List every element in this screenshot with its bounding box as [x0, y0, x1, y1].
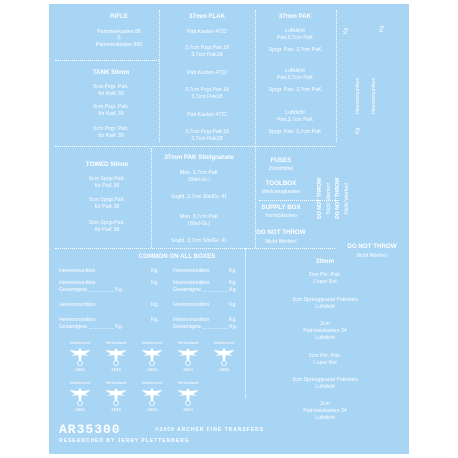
common-right-kg: Kg.	[229, 280, 237, 286]
pak-line: Luftdicht	[285, 68, 305, 74]
product-code: AR35300	[59, 422, 121, 437]
common-right-kg: Kg.	[229, 268, 237, 274]
towed-line: für PaK 38	[94, 227, 120, 233]
divider	[151, 148, 152, 248]
common-right: Gesamtgew. _ _ _ _ _ _ Kg.	[173, 287, 238, 293]
stiel-line: (Stiel-Gr.)	[187, 221, 211, 227]
tank-line: für KwK 39	[98, 111, 124, 117]
vertical-label: Kg.	[355, 126, 361, 134]
vertical-dnt: DO NOT THROW	[335, 177, 341, 219]
eagle-icon	[139, 385, 165, 407]
twenty-title: 20mm	[316, 258, 334, 265]
twenty-line: 2cm	[320, 401, 330, 407]
pak-line: Patr.3,7cm PaK	[276, 117, 314, 123]
eagle-label: Wehrmacht	[213, 340, 235, 345]
eagle-label: Wehrmacht	[177, 380, 199, 385]
stiel-line: Sogld. 3,7cm StielGr. 41	[171, 194, 227, 200]
flak-line: 3,7cm Pzgr.Patr.18	[185, 45, 229, 51]
common-left-kg: Kg.	[151, 268, 159, 274]
vertical-label: Heeresmunition	[371, 77, 377, 114]
divider	[55, 60, 159, 61]
common-right-kg: Kg.	[229, 302, 237, 308]
eagle-year: 1941	[74, 367, 86, 372]
rifle-line: Patronenkasten 88	[97, 29, 141, 35]
vertical-dnt: Nicht Werfen!	[344, 182, 350, 214]
fuses-title: FUSES	[270, 157, 292, 164]
pak-line: Sprgr. Patr. 3,7cm PaK	[268, 47, 322, 53]
eagle-icon	[175, 345, 201, 367]
tank-line: 5cm Pzgr. Patr.	[93, 104, 129, 110]
eagle-icon	[211, 345, 237, 367]
common-right: Heeresmunition	[173, 317, 210, 323]
divider	[255, 10, 256, 248]
flak-line: 3,7cm Pzgr.Patr.18	[185, 87, 229, 93]
flak-line: 3,7cm Pzgr.Patr.18	[185, 129, 229, 135]
eagle-year: 1943	[146, 367, 158, 372]
decal-sheet	[49, 4, 409, 454]
eagle-label: Wehrmacht	[69, 340, 91, 345]
pak-line: Sprgr. Patr. 3,7cm PaK	[268, 129, 322, 135]
vertical-label: Kg.	[343, 26, 349, 34]
vertical-dnt: Nicht Werfen!	[326, 182, 332, 214]
common-left-kg: Kg.	[151, 280, 159, 286]
dnt-right-title: DO NOT THROW	[347, 243, 397, 250]
common-right-kg: Kg.	[229, 317, 237, 323]
eagle-year: 1942	[110, 407, 122, 412]
towed-line: 5cm Sprgr.Patr.	[89, 197, 125, 203]
eagle-icon	[175, 385, 201, 407]
divider	[55, 146, 335, 147]
twenty-line: L'spur Rot	[313, 279, 337, 285]
divider	[259, 200, 335, 201]
supply-title: SUPPLY BOX	[261, 204, 301, 211]
twenty-line: Luftdicht	[315, 384, 335, 390]
pak-line: Patr.3,7cm PaK	[276, 75, 314, 81]
rifle-line: S	[117, 35, 121, 41]
twenty-line: 2cm Sprenggranat Patronen	[292, 297, 358, 303]
flak-line: Patr.Kasten 4722	[187, 70, 227, 76]
tank-line: 5cm Pzgr. Patr.	[93, 126, 129, 132]
twenty-line: Luftdicht	[315, 304, 335, 310]
flak-line: 3,7cm Flak18	[191, 136, 223, 142]
vertical-label: Kg.	[379, 24, 385, 32]
common-right: Heeresmunition	[173, 302, 210, 308]
common-right: Heeresmunition	[173, 268, 210, 274]
rifle-line: Patronenkasten 900	[95, 42, 143, 48]
divider	[159, 10, 160, 142]
research-credit: RESEARCHED BY JERRY PLETTENBERG	[59, 438, 190, 444]
eagle-label: Wehrmacht	[141, 340, 163, 345]
pak-line: Luftdicht	[285, 28, 305, 34]
eagle-icon	[103, 385, 129, 407]
toolbox-line: Werkzeugkasten	[261, 189, 301, 195]
copyright: ©2009 ARCHER FINE TRANSFERS	[155, 427, 265, 433]
tank-line: für KwK 39	[98, 91, 124, 97]
dnt-right-line: Nicht Werfen!	[356, 253, 388, 259]
flak-title: 37mm FLAK	[188, 13, 226, 20]
eagle-icon	[67, 345, 93, 367]
vertical-dnt: DO NOT THROW	[317, 177, 323, 219]
vertical-label: Heeresmunition	[355, 77, 361, 114]
common-title: COMMON ON ALL BOXES	[138, 253, 216, 260]
twenty-line: 2cm Sprenggranat Patronen	[292, 377, 358, 383]
tank-title: TANK 50mm	[92, 69, 130, 76]
divider	[245, 248, 246, 398]
twenty-line: Luftdicht	[315, 335, 335, 341]
divider	[55, 248, 335, 249]
eagle-icon	[139, 345, 165, 367]
common-left: Gesamtgew. _ _ _ _ _ _ Kg.	[59, 287, 124, 293]
eagle-label: Wehrmacht	[141, 380, 163, 385]
twenty-line: 2cm Pzr.-Patr.	[308, 272, 342, 278]
pak-line: Sprgr. Patr. 3,7cm PaK	[268, 87, 322, 93]
twenty-line: L'spur Rot	[313, 360, 337, 366]
towed-line: für PaK 38	[94, 183, 120, 189]
common-left: Heeresmunition	[59, 302, 96, 308]
toolbox-title: TOOLBOX	[265, 180, 297, 187]
towed-line: 5cm Sprgr.Patr.	[89, 176, 125, 182]
twenty-line: Patronenkasten 34	[303, 328, 347, 334]
common-left: Heeresmunition	[59, 317, 96, 323]
common-left-kg: Kg.	[151, 317, 159, 323]
divider	[336, 10, 337, 142]
towed-title: TOWED 50mm	[85, 161, 129, 168]
pak-line: Luftdicht	[285, 110, 305, 116]
common-right: Heeresmunition	[173, 280, 210, 286]
twenty-line: 2cm	[320, 321, 330, 327]
flak-line: Patr.Kasten 4722	[187, 29, 227, 35]
stiel-line: (Stiel-Gr.)	[187, 177, 211, 183]
pak-title: 37mm PAK	[278, 13, 312, 20]
flak-line: 3,7cm Flak18	[191, 94, 223, 100]
twenty-line: Patronenkasten 34	[303, 408, 347, 414]
eagle-label: Wehrmacht	[105, 340, 127, 345]
eagle-label: Wehrmacht	[105, 380, 127, 385]
eagle-icon	[67, 385, 93, 407]
supply-line: Vorratskasten	[265, 213, 297, 219]
pak-line: Patr.3,7cm PaK	[276, 35, 314, 41]
twenty-line: 2cm Pzr.-Patr.	[308, 353, 342, 359]
stiel-line: Mun. 3,7cm PaK	[179, 214, 219, 220]
common-left-kg: Kg.	[151, 302, 159, 308]
common-left: Gesamtgew. _ _ _ _ _ _ Kg.	[59, 324, 124, 330]
stiel-title: 37mm PAK Stielgranate	[164, 154, 234, 161]
stiel-line: Sogld. 3,7cm StielGr. 41	[171, 238, 227, 244]
eagle-year: 1941	[74, 407, 86, 412]
tank-line: 5cm Pzgr. Patr.	[93, 84, 129, 90]
eagle-year: 1942	[110, 367, 122, 372]
twenty-line: Luftdicht	[315, 415, 335, 421]
stiel-line: Mun. 3,7cm PaK	[179, 170, 219, 176]
tank-line: für KwK 39	[98, 133, 124, 139]
flak-line: 3,7cm Flak18	[191, 52, 223, 58]
fuses-line: Zündmittel	[268, 166, 294, 172]
dnt-title: DO NOT THROW	[256, 229, 306, 236]
common-right: Gesamtgew. _ _ _ _ _ _ Kg.	[173, 324, 238, 330]
common-left: Heeresmunition	[59, 268, 96, 274]
rifle-title: RIFLE	[110, 13, 128, 20]
towed-line: für PaK 38	[94, 204, 120, 210]
flak-line: Patr.Kasten 4722	[187, 112, 227, 118]
eagle-year: 1943	[146, 407, 158, 412]
eagle-icon	[103, 345, 129, 367]
common-left: Heeresmunition	[59, 280, 96, 286]
eagle-label: Wehrmacht	[69, 380, 91, 385]
eagle-label: Wehrmacht	[177, 340, 199, 345]
eagle-year: 1945	[218, 367, 230, 372]
dnt-line: Nicht Werfen!	[265, 239, 297, 245]
eagle-year: 1944	[182, 407, 194, 412]
towed-line: 5cm Sprgr.Patr.	[89, 220, 125, 226]
eagle-year: 1944	[182, 367, 194, 372]
